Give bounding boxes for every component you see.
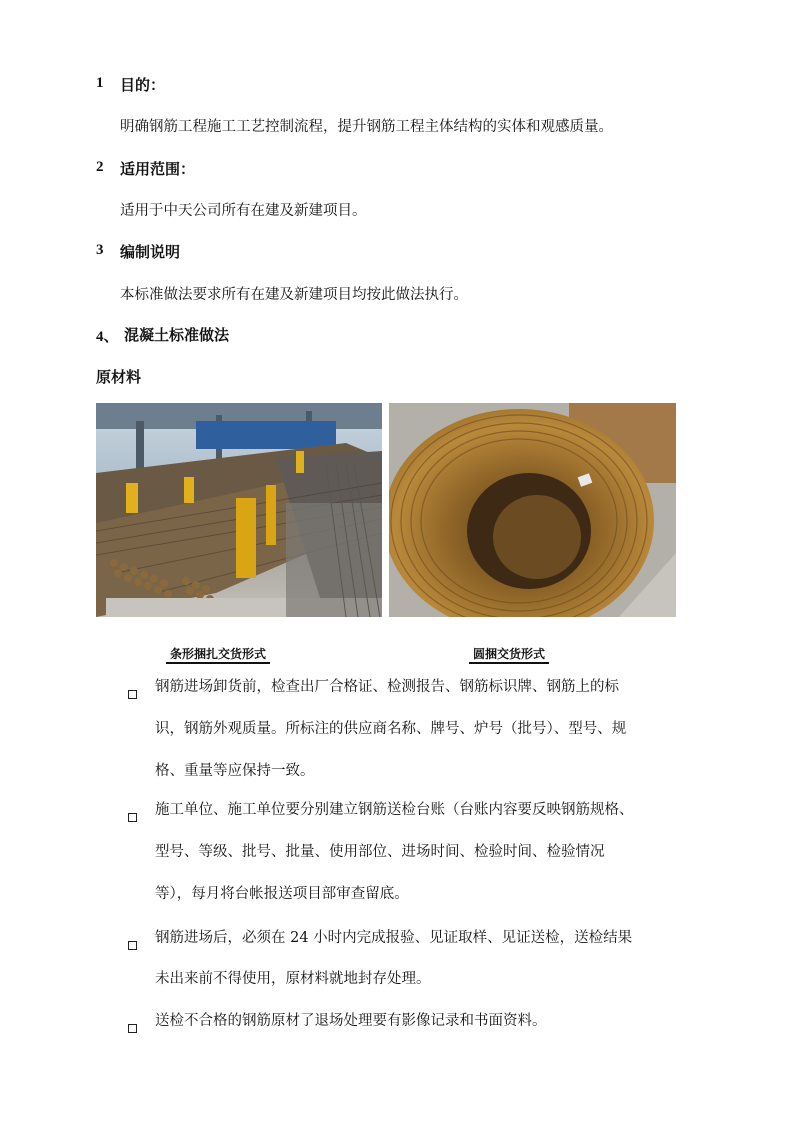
bundled-rebar-photo — [96, 403, 382, 617]
bullet-2-line-1: 施工单位、施工单位要分别建立钢筋送检台账（台账内容要反映钢筋规格、 — [155, 802, 634, 818]
bullet-4-marker — [128, 1018, 137, 1037]
coiled-caption: 圆捆交货形式 — [469, 647, 549, 664]
section-1-title: 目的： — [120, 76, 166, 94]
bundled-caption: 条形捆扎交货形式 — [166, 647, 270, 664]
section-4-number: 4、 — [96, 329, 119, 345]
bullet-1-marker — [128, 684, 137, 703]
section-4-title: 混凝土标准做法 — [124, 326, 230, 344]
section-3-number: 3 — [96, 242, 104, 258]
section-3-title: 编制说明 — [120, 243, 181, 261]
bullet-2-line-2: 型号、等级、批号、批量、使用部位、进场时间、检验时间、检验情况 — [155, 844, 605, 860]
section-2-body: 适用于中天公司所有在建及新建项目。 — [120, 203, 367, 219]
section-1-number: 1 — [96, 75, 104, 91]
bullet-1-line-2: 识，钢筋外观质量。所标注的供应商名称、牌号、炉号（批号）、型号、规 — [155, 721, 627, 737]
bullet-1-line-1: 钢筋进场卸货前，检查出厂合格证、检测报告、钢筋标识牌、钢筋上的标 — [155, 679, 619, 695]
bullet-3-marker — [128, 935, 137, 954]
materials-heading: 原材料 — [96, 368, 142, 386]
section-2-number: 2 — [96, 159, 104, 175]
bullet-2-line-3: 等），每月将台帐报送项目部审查留底。 — [155, 886, 409, 902]
bullet-3-line-2: 未出来前不得使用，原材料就地封存处理。 — [155, 971, 431, 987]
bullet-3-line-1: 钢筋进场后，必须在 24 小时内完成报验、见证取样、见证送检，送检结果 — [155, 930, 633, 946]
section-1-body: 明确钢筋工程施工工艺控制流程，提升钢筋工程主体结构的实体和观感质量。 — [120, 119, 613, 135]
section-3-body: 本标准做法要求所有在建及新建项目均按此做法执行。 — [120, 287, 468, 303]
bullet-1-line-3: 格、重量等应保持一致。 — [155, 763, 315, 779]
section-2-title: 适用范围： — [120, 160, 196, 178]
bullet-4-line-1: 送检不合格的钢筋原材了退场处理要有影像记录和书面资料。 — [155, 1013, 547, 1029]
coiled-rebar-photo — [389, 403, 676, 617]
bullet-2-marker — [128, 807, 137, 826]
